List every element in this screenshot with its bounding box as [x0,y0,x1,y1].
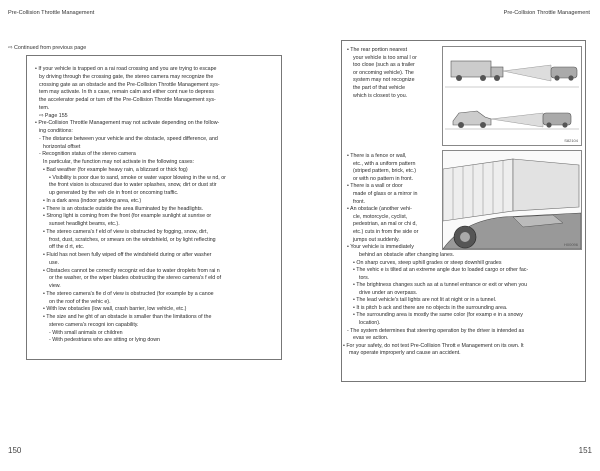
text-line: tem. [39,104,50,111]
text-line: • The brightness changes such as at a tunnel entrance or exit or when you [353,282,528,289]
text-line: In particular, the function may not activate in the following cases: [43,159,195,165]
text-line: • There is a wall or door [347,183,403,190]
text-line: or with no pattern in front. [353,175,414,182]
text-line: • The size and he ght of an obstacle is smaller than the limitations of the [43,314,212,320]
text-line: • There is an obstacle outside the area illuminated by the headlights. [43,205,204,212]
text-line: • Visibility is poor due to sand, smoke or water vapor blowing in the w nd, or [49,174,226,181]
text-line: pedestrian, an mal or chi d, [353,221,417,228]
text-line: view. [49,283,61,289]
text-line: (striped pattern, brick, etc.) [353,168,416,175]
text-line: tors. [359,274,370,281]
text-line: drive under an overpass. [359,289,418,296]
text-line: • The rear portion nearest [347,47,408,53]
left-page-number: 150 [8,446,22,455]
text-line: or the washer, or the wiper blades obstructing the stereo camera's f eld of [49,275,222,282]
text-line: sunset headlight beams, etc.). [49,221,120,227]
text-line: system may not recognize [353,77,415,84]
text-line: • The stereo camera's f eld of view is obstructed by fogging, snow, dirt, [43,228,208,235]
text-line: • The vehic e is tilted at an extreme angle due to loaded cargo or other fac- [353,267,529,274]
text-line: • It is pitch b ack and there are no objects in the surrounding area. [353,304,508,311]
text-line: etc.) cuts in from the side or [353,229,419,235]
text-line: the part of that vehicle [353,85,406,91]
text-line: • On sharp curves, steep uphill grades or steep downhill grades [353,259,502,266]
text-line: the accelerator pedal or turn off the Pre-Collision Throttle Management sys- [39,97,216,103]
text-line: • If your vehicle is trapped on a rai road crossing and you are trying to escape [35,66,217,72]
text-line: - The distance between your vehicle and the obstacle, speed difference, and [39,135,218,142]
text-line: • With low obstacles (low wall, crash barrier, low vehicle, etc.) [43,306,187,313]
text-line: up generated by the veh cle in front or oncoming traffic. [49,190,179,196]
right-header-title: Pre-Collision Throttle Management [503,10,590,16]
text-line: off the d rt, etc. [49,244,85,251]
text-line: evas ve action. [353,335,389,342]
continued-note: ⇨ Continued from previous page [8,45,87,51]
text-line: too close (such as a trailer [353,62,415,69]
text-line: crossing gate as an obstacle and the Pre-Collision Throttle Management sys- [39,81,220,88]
text-line: which is closest to you. [353,92,408,99]
text-line: made of glass or a mirror in [353,191,418,197]
fig2-caption: H00096 [563,242,578,247]
right-page-number: 151 [578,446,592,455]
text-line: • Obstacles cannot be correctly recogniz ed due to water droplets from rai n [43,267,220,274]
fig-wall-illustration [442,150,582,250]
text-line: frost, dust, scratches, or smears on the windshield, or by light reflecting [49,236,216,243]
text-line: your vehicle is too smal l or [353,54,417,61]
text-line: ⇨ Page 155 [39,112,68,119]
text-line: front. [353,198,366,205]
text-line: • The lead vehicle's tail lights are not lit at night or in a tunnel. [353,297,497,304]
text-line: location). [359,319,381,326]
text-line: ing conditions: [39,128,73,134]
text-line: - The system determines that steering operation by the driver is intended as [347,327,525,334]
text-line: use. [49,259,60,266]
text-line: • Your vehicle is immediately [347,244,414,251]
text-line: jumps out suddenly. [353,236,400,243]
text-line: may operate improperly and cause an accident. [349,350,461,357]
text-line: tem may activate. In th s case, remain calm and either cont nue to depress [39,89,214,96]
text-line: by driving through the crossing gate, the stereo camera may recognize the [39,73,214,80]
left-header-title: Pre-Collision Throttle Management [8,10,95,16]
text-line: or oncoming vehicle). The [353,69,414,76]
text-line: • Pre-Collision Throttle Management may not activate depending on the follow- [35,120,220,127]
text-line: the front vision is obscured due to water splashes, snow, dirt or dust stir [49,182,217,189]
text-line: • Bad weather (for example heavy rain, a blizzard or thick fog) [43,166,188,173]
text-line: - With pedestrians who are sitting or lying down [49,337,160,344]
text-line: horizontal offset [43,143,81,150]
text-line: • Strong light is coming from the front (for example sunlight at sunrise or [43,213,212,220]
text-line: behind an obstacle after changing lanes. [359,252,455,258]
text-line: on the roof of the vehic e). [49,298,111,305]
text-line: • There is a fence or wall, [347,153,407,159]
text-line: • The surrounding area is mostly the same color (for examp e in a snowy [353,312,523,319]
fig1-caption: S82104 [564,138,578,143]
text-line: cle, motorcycle, cyclist, [353,213,408,220]
text-line: • In a dark area (indoor parking area, etc.) [43,197,142,204]
fig-trailer-illustration [442,46,582,146]
text-line: • An obstacle (another vehi- [347,206,412,213]
text-line: stereo camera's recogni ion capability. [49,321,139,328]
text-line: • Fluid has not been fully wiped off the windshield during or after washer [43,252,212,258]
text-line: • For your safety, do not test Pre-Collision Thrott e Management on its own. It [343,342,524,349]
text-line: • The stereo camera's fie d of view is obstructed (for example by a canoe [43,290,214,297]
text-line: - Recognition status of the stereo camera [39,151,136,158]
text-line: etc., with a uniform pattern [353,160,416,167]
text-line: - With small animals or children [49,329,123,336]
